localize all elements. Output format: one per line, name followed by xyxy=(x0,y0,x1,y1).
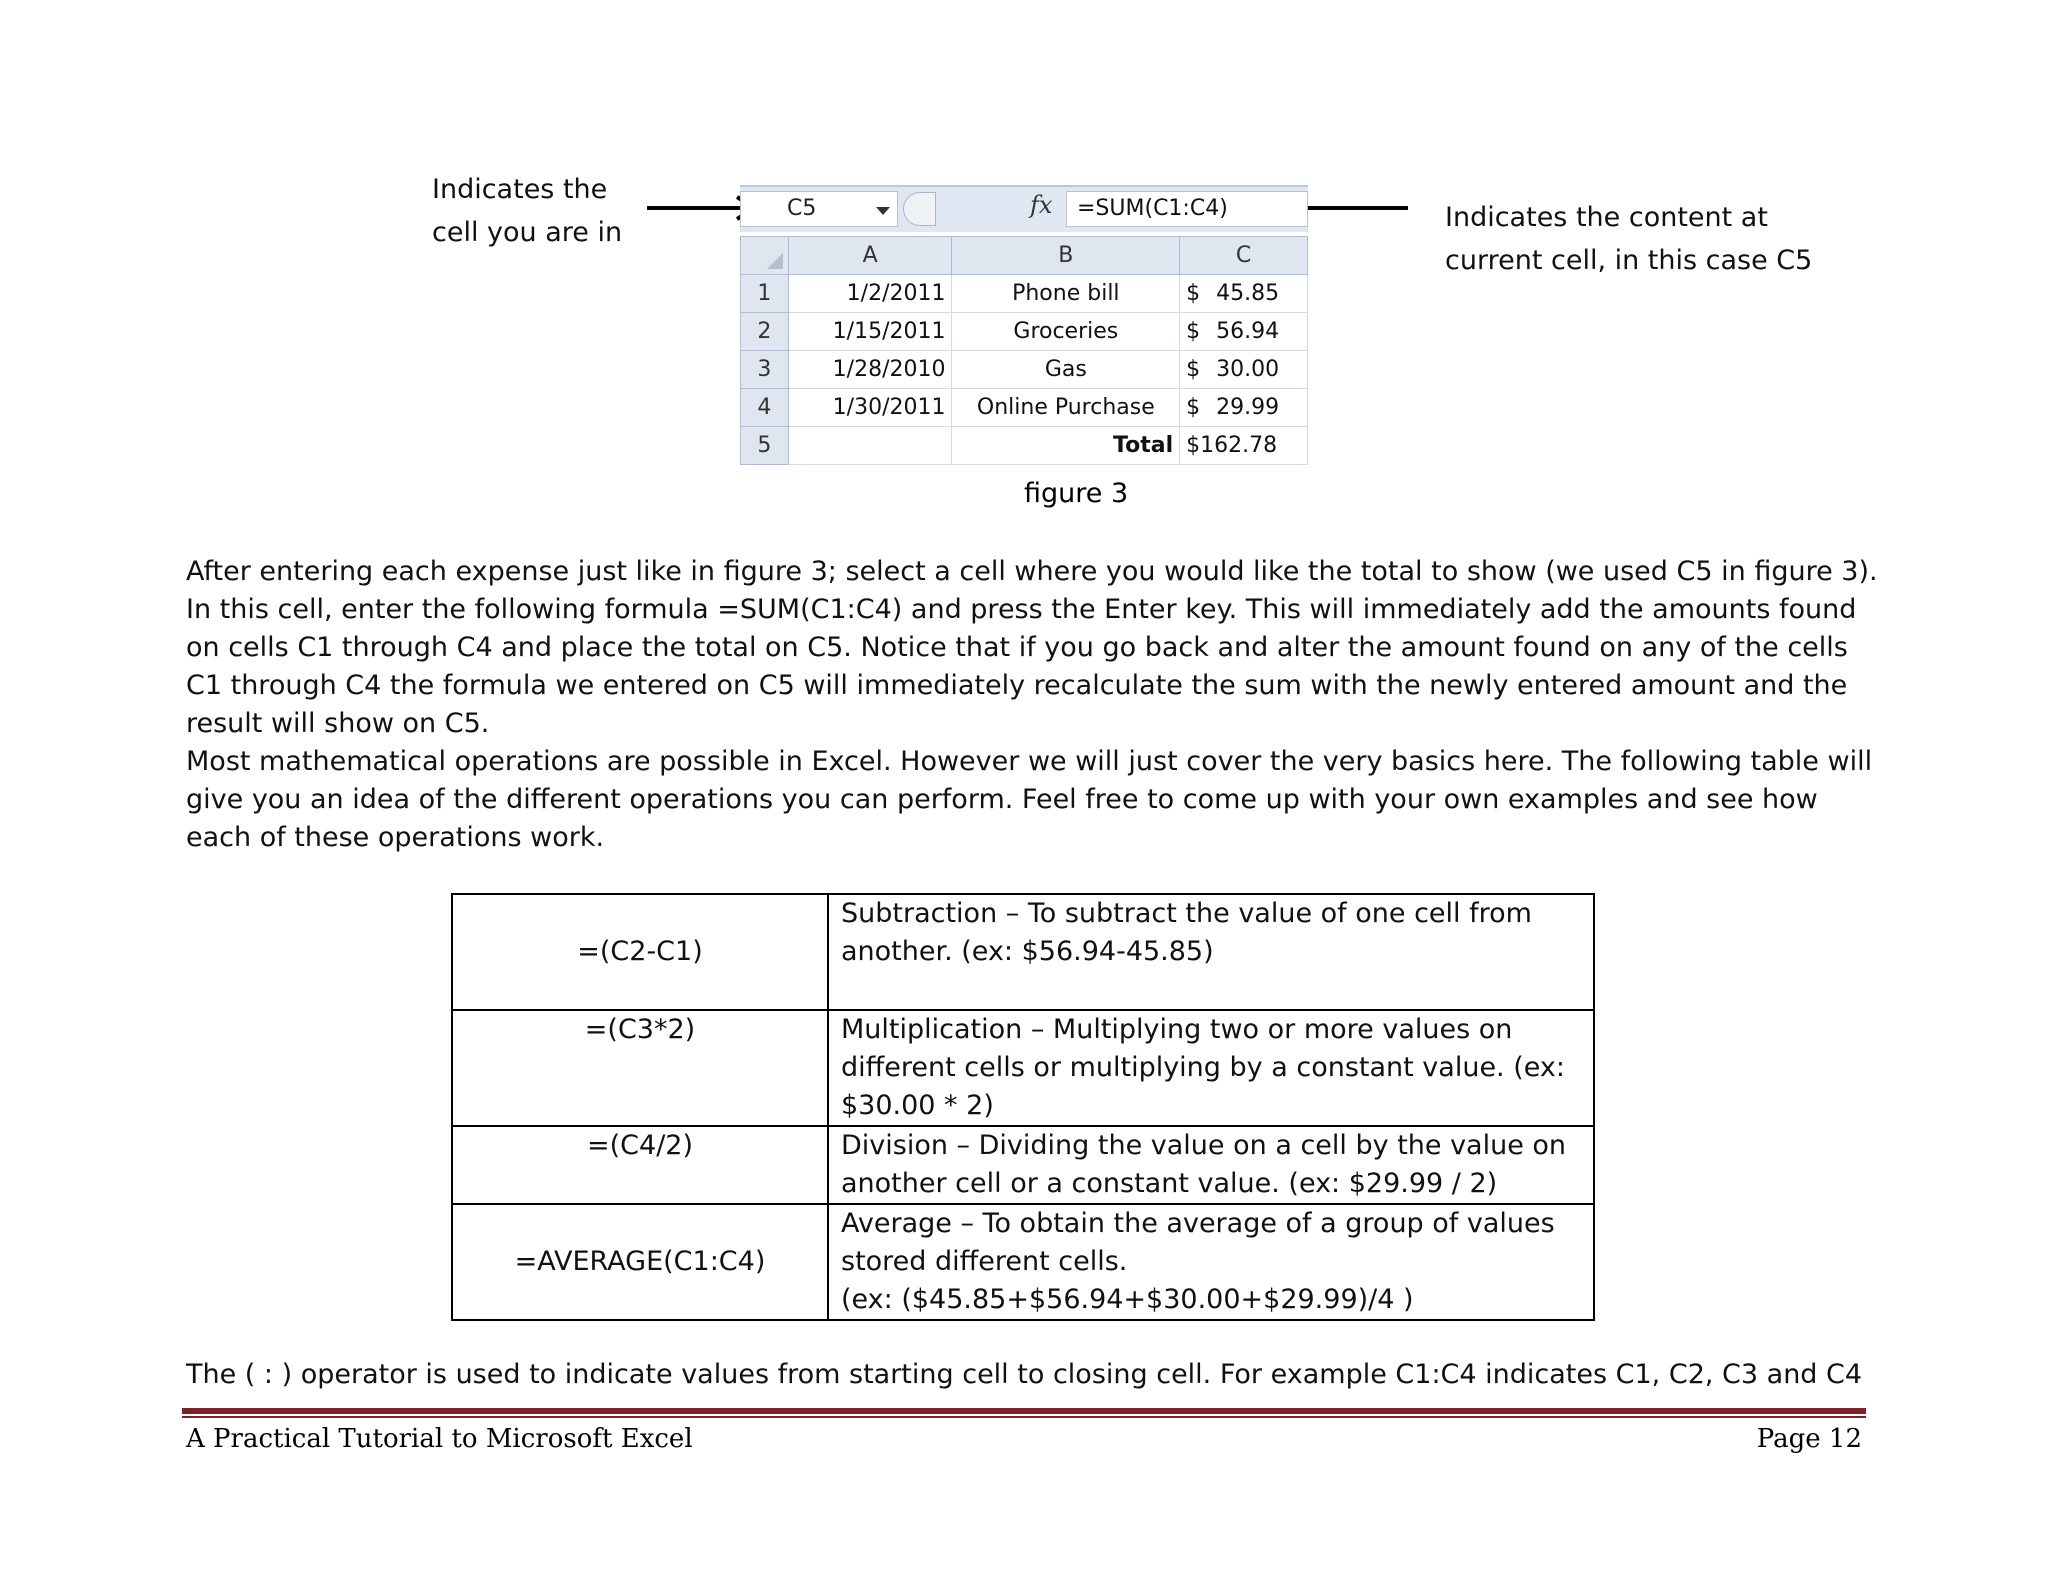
cell-c1[interactable] xyxy=(1180,275,1308,313)
table-row xyxy=(452,894,1594,1010)
sheet-row xyxy=(741,313,1308,351)
currency-symbol: $ xyxy=(1186,433,1201,458)
cell-a5[interactable] xyxy=(788,427,952,465)
currency-symbol: $ xyxy=(1186,281,1201,306)
operations-table xyxy=(451,893,1595,1321)
cell-a1[interactable]: 1/2/2011 xyxy=(788,275,952,313)
formula-bar xyxy=(740,185,1308,232)
row-header[interactable]: 1 xyxy=(741,275,789,313)
amount: 56.94 xyxy=(1216,319,1280,344)
paragraph-range-operator: The ( : ) operator is used to indicate values from starting cell to closing cell. For example C1:C4 indicates C1, C2, C3 and C4 xyxy=(186,1359,1863,1390)
formula-bar-handle xyxy=(903,192,936,226)
chevron-down-icon[interactable] xyxy=(876,207,890,215)
annotation-cell-indicator: Indicates the cell you are in xyxy=(432,174,623,248)
cell-c5-total[interactable] xyxy=(1180,427,1308,465)
currency-symbol: $ xyxy=(1186,319,1201,344)
figure-caption: figure 3 xyxy=(1024,478,1129,509)
operation-formula: =(C3*2) xyxy=(452,1010,828,1126)
cell-c3[interactable] xyxy=(1180,351,1308,389)
spreadsheet-figure xyxy=(740,185,1308,475)
column-header-a[interactable]: A xyxy=(788,237,952,275)
amount: 29.99 xyxy=(1216,395,1280,420)
currency-symbol: $ xyxy=(1186,357,1201,382)
cell-a2[interactable]: 1/15/2011 xyxy=(788,313,952,351)
cell-a3[interactable]: 1/28/2010 xyxy=(788,351,952,389)
amount: 162.78 xyxy=(1200,433,1278,458)
currency-symbol: $ xyxy=(1186,395,1201,420)
row-header[interactable]: 2 xyxy=(741,313,789,351)
cell-b1[interactable]: Phone bill xyxy=(952,275,1180,313)
operation-formula: =AVERAGE(C1:C4) xyxy=(452,1204,828,1320)
name-box[interactable] xyxy=(740,191,898,227)
cell-c2[interactable] xyxy=(1180,313,1308,351)
annotation-content-indicator: Indicates the content at current cell, in this case C5 xyxy=(1445,202,1813,276)
cell-c4[interactable] xyxy=(1180,389,1308,427)
operation-formula: =(C2-C1) xyxy=(452,894,828,1010)
row-header[interactable]: 5 xyxy=(741,427,789,465)
amount: 45.85 xyxy=(1216,281,1280,306)
function-icon[interactable]: fx xyxy=(1030,191,1053,219)
operation-description: Multiplication – Multiplying two or more values on different cells or multiplying by a constant value. (ex: $30.00 * 2) xyxy=(828,1010,1594,1126)
select-all-corner[interactable] xyxy=(741,237,789,275)
cell-b2[interactable]: Groceries xyxy=(952,313,1180,351)
formula-field[interactable] xyxy=(1066,191,1308,227)
name-box-value: C5 xyxy=(787,196,817,221)
sheet-row xyxy=(741,275,1308,313)
sheet-row xyxy=(741,427,1308,465)
table-row xyxy=(452,1126,1594,1204)
cell-b3[interactable]: Gas xyxy=(952,351,1180,389)
row-header[interactable]: 3 xyxy=(741,351,789,389)
formula-value: =SUM(C1:C4) xyxy=(1077,196,1228,221)
select-all-icon xyxy=(767,253,783,269)
paragraph-operations-intro: Most mathematical operations are possible in Excel. However we will just cover the very basics here. The following table will give you an idea of the different operations you can perform. Feel free to come up with your own examples and see how each of these operations work. xyxy=(186,746,1873,853)
operation-description: Subtraction – To subtract the value of one cell from another. (ex: $56.94-45.85) xyxy=(828,894,1594,1010)
footer-divider xyxy=(182,1408,1866,1414)
paragraph-sum-instructions: After entering each expense just like in figure 3; select a cell where you would like the total to show (we used C5 in figure 3). In this cell, enter the following formula =SUM(C1:C4) and press the Enter key. This will immediately add the amounts found on cells C1 through C4 and place the total on C5. Notice that if you go back and alter the amount found on any of the cells C1 through C4 the formula we entered on C5 will immediately recalculate the sum with the newly entered amount and the result will show on C5. xyxy=(186,556,1878,739)
column-header-b[interactable]: B xyxy=(952,237,1180,275)
sheet-row xyxy=(741,389,1308,427)
amount: 30.00 xyxy=(1216,357,1280,382)
spreadsheet-grid xyxy=(740,236,1308,465)
footer-divider-thin xyxy=(182,1416,1866,1418)
operation-formula: =(C4/2) xyxy=(452,1126,828,1204)
row-header[interactable]: 4 xyxy=(741,389,789,427)
page-number: Page 12 xyxy=(1756,1424,1862,1454)
cell-b5-total-label[interactable]: Total xyxy=(952,427,1180,465)
footer-title: A Practical Tutorial to Microsoft Excel xyxy=(186,1424,693,1454)
column-header-c[interactable]: C xyxy=(1180,237,1308,275)
cell-b4[interactable]: Online Purchase xyxy=(952,389,1180,427)
table-row xyxy=(452,1204,1594,1320)
operation-description: Average – To obtain the average of a group of values stored different cells. (ex: ($45.85+$56.94+$30.00+$29.99)/4 ) xyxy=(828,1204,1594,1320)
cell-a4[interactable]: 1/30/2011 xyxy=(788,389,952,427)
sheet-row xyxy=(741,351,1308,389)
operation-description: Division – Dividing the value on a cell by the value on another cell or a constant value. (ex: $29.99 / 2) xyxy=(828,1126,1594,1204)
table-row xyxy=(452,1010,1594,1126)
